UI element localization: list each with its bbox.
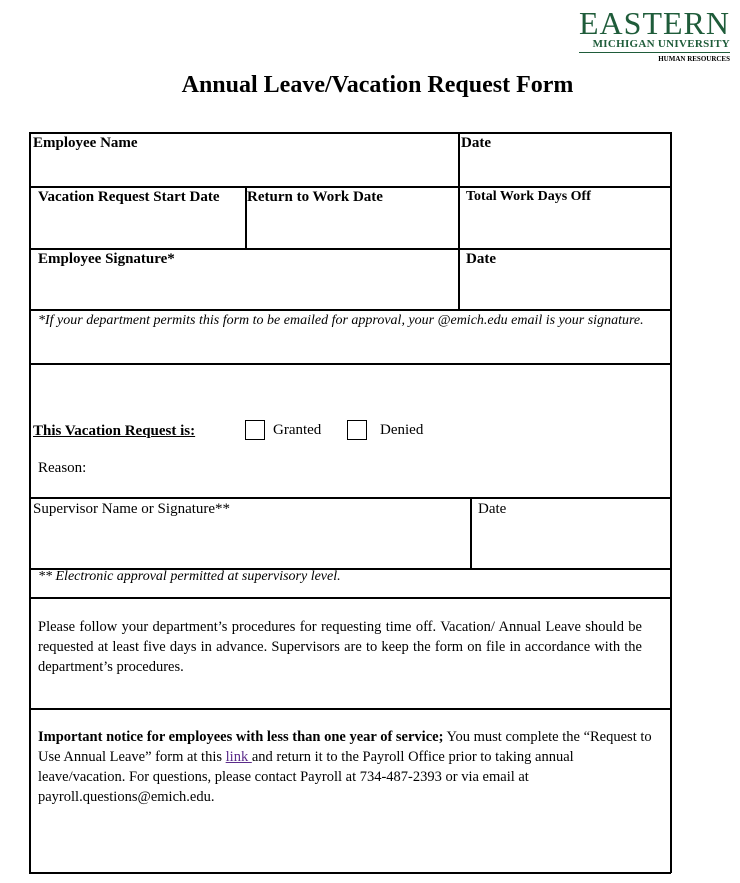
logo-university: MICHIGAN UNIVERSITY [592,38,730,50]
date-label: Date [461,135,491,151]
employee-signature-label: Employee Signature* [38,251,175,267]
granted-checkbox[interactable] [245,420,265,440]
table-border-left [29,132,31,873]
date-label: Date [466,251,496,267]
row-divider [29,597,671,599]
supervisor-signature-label: Supervisor Name or Signature** [33,501,231,517]
table-border-right [670,132,672,873]
notice-text: You must complete the “Request to Use Annual Leave” form at this [38,729,652,765]
return-to-work-label: Return to Work Date [247,189,383,205]
notice-heading: Important notice for employees with less than one year of service; [38,729,444,745]
logo-department: HUMAN RESOURCES [658,55,730,63]
table-border-top [29,132,671,134]
granted-label: Granted [273,422,322,438]
row-divider [29,497,671,499]
important-notice-paragraph [38,727,653,807]
reason-label: Reason: [38,460,87,476]
logo-eastern: EASTERN [579,5,730,41]
request-status-label: This Vacation Request is: [33,423,196,439]
row-divider [29,708,671,710]
denied-label: Denied [380,422,424,438]
notice-text-continued: and return it to the Payroll Office prior to taking annual leave/vacation. For questions, please contact Payroll at 734-487-2393 or via email at payroll.questions@emich.edu. [38,749,574,805]
table-border-bottom [29,872,671,874]
procedures-paragraph: Please follow your department’s procedures for requesting time off. Vacation/ Annual Leave should be requested at least five days in advance. Supervisors are to keep the form on file in accordance with the department’s procedures. [38,619,642,675]
date-label: Date [478,501,507,517]
logo-rule [579,52,730,53]
column-divider [458,132,460,310]
email-signature-note: *If your department permits this form to be emailed for approval, your @emich.edu email is your signature. [38,313,644,328]
annual-leave-form-link[interactable]: link [225,749,252,765]
page-title: Annual Leave/Vacation Request Form [181,72,574,98]
vacation-start-label: Vacation Request Start Date [38,189,220,205]
row-divider [29,363,671,365]
row-divider [29,248,671,250]
university-logo [579,5,730,64]
row-divider [29,186,671,188]
column-divider [470,497,472,569]
total-days-off-label: Total Work Days Off [466,189,591,204]
denied-checkbox[interactable] [347,420,367,440]
employee-name-label: Employee Name [33,135,138,151]
electronic-approval-note: ** Electronic approval permitted at supervisory level. [38,569,341,584]
